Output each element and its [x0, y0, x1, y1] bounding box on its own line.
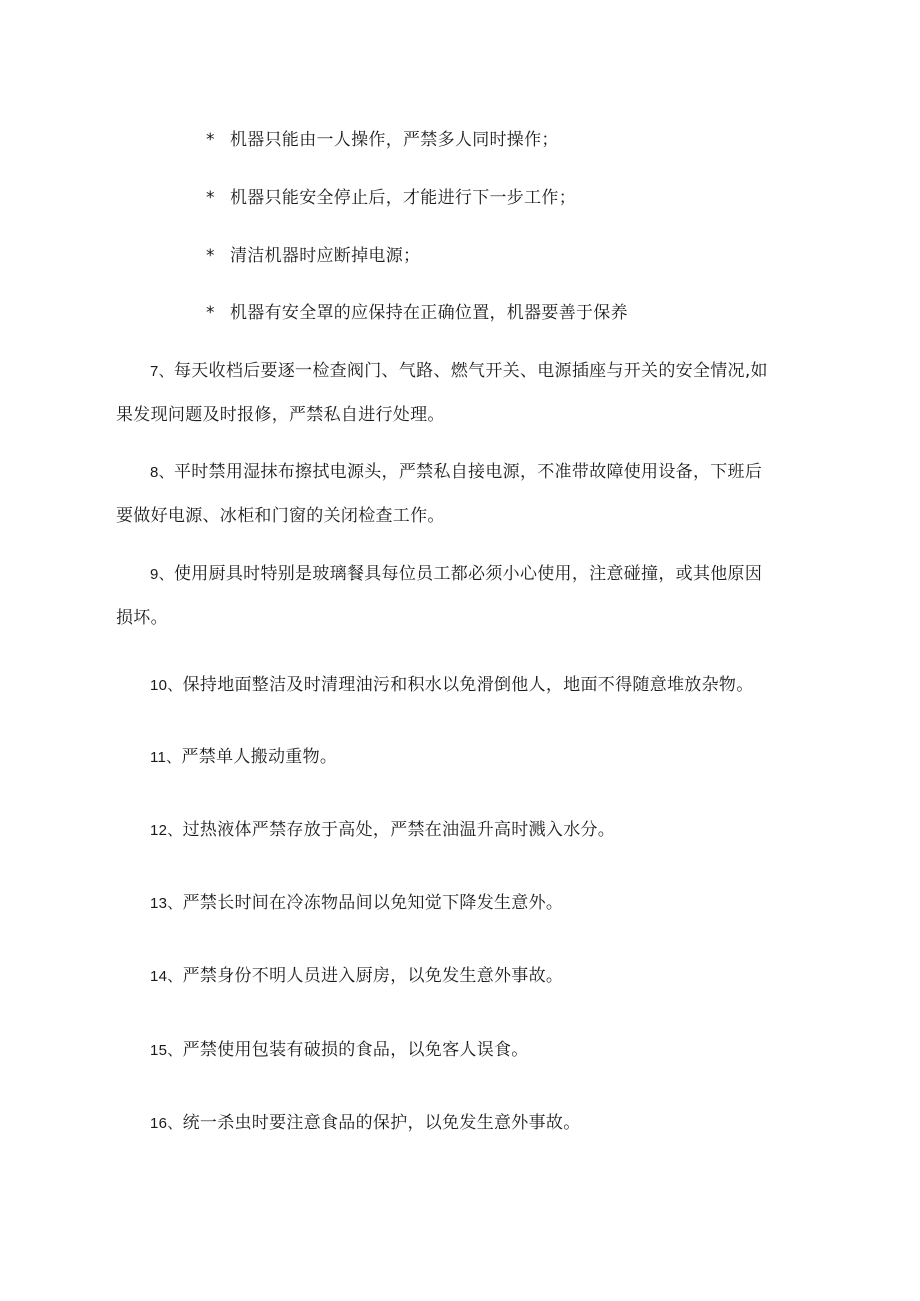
bullet-item — [206, 246, 420, 266]
bullet-text: 机器只能由一人操作，严禁多人同时操作； — [230, 130, 559, 150]
rule-number: 13、 — [150, 895, 183, 912]
rule-text: 平时禁用湿抹布擦拭电源头，严禁私自接电源，不准带故障使用设备，下班后 — [173, 462, 763, 482]
bullet-text: 机器有安全罩的应保持在正确位置，机器要善于保养 — [230, 303, 628, 323]
rule-text: 严禁身份不明人员进入厨房，以免发生意外事故。 — [182, 966, 564, 986]
rule-item-continuation: 要做好电源、冰柜和门窗的关闭检查工作。 — [116, 506, 445, 526]
bullet-marker: * — [206, 188, 215, 208]
rule-item — [150, 747, 337, 768]
rule-item — [150, 820, 615, 841]
rule-number: 10、 — [150, 677, 183, 694]
rule-item — [150, 966, 563, 987]
bullet-item — [206, 188, 576, 208]
rule-text: 每天收档后要逐一检查阀门、气路、燃气开关、电源插座与开关的安全情况,如 — [173, 361, 768, 381]
rule-number: 8、 — [150, 464, 174, 481]
rule-text: 保持地面整洁及时清理油污和积水以免滑倒他人，地面不得随意堆放杂物。 — [182, 675, 754, 695]
rule-text: 过热液体严禁存放于高处，严禁在油温升高时溅入水分。 — [182, 820, 616, 840]
rule-number: 11、 — [150, 749, 182, 766]
rule-text: 严禁单人搬动重物。 — [181, 747, 338, 767]
rule-item-continuation: 损坏。 — [116, 608, 168, 628]
rule-item — [150, 675, 754, 696]
rule-number: 16、 — [150, 1115, 183, 1132]
rule-number: 9、 — [150, 566, 174, 583]
rule-number: 14、 — [150, 968, 183, 985]
rule-text: 严禁长时间在冷冻物品间以免知觉下降发生意外。 — [182, 893, 564, 913]
bullet-marker: * — [206, 246, 215, 266]
rule-item — [150, 893, 563, 914]
rule-item — [150, 1040, 529, 1061]
rule-item — [150, 1113, 581, 1134]
bullet-text: 机器只能安全停止后，才能进行下一步工作； — [230, 188, 576, 208]
bullet-item — [206, 130, 559, 150]
rule-number: 12、 — [150, 822, 183, 839]
bullet-item — [206, 303, 628, 323]
rule-number: 15、 — [150, 1042, 183, 1059]
rule-number: 7、 — [150, 363, 174, 380]
bullet-marker: * — [206, 130, 215, 150]
rule-item-first-line — [150, 462, 762, 483]
rule-item-first-line — [150, 564, 762, 585]
rule-item-first-line — [150, 361, 768, 382]
rule-text: 统一杀虫时要注意食品的保护，以免发生意外事故。 — [182, 1113, 581, 1133]
bullet-marker: * — [206, 303, 215, 323]
rule-text: 使用厨具时特别是玻璃餐具每位员工都必须小心使用，注意碰撞，或其他原因 — [173, 564, 763, 584]
bullet-text: 清洁机器时应断掉电源； — [230, 246, 421, 266]
rule-text: 严禁使用包装有破损的食品，以免客人误食。 — [182, 1040, 529, 1060]
rule-item-continuation: 果发现问题及时报修，严禁私自进行处理。 — [116, 405, 445, 425]
